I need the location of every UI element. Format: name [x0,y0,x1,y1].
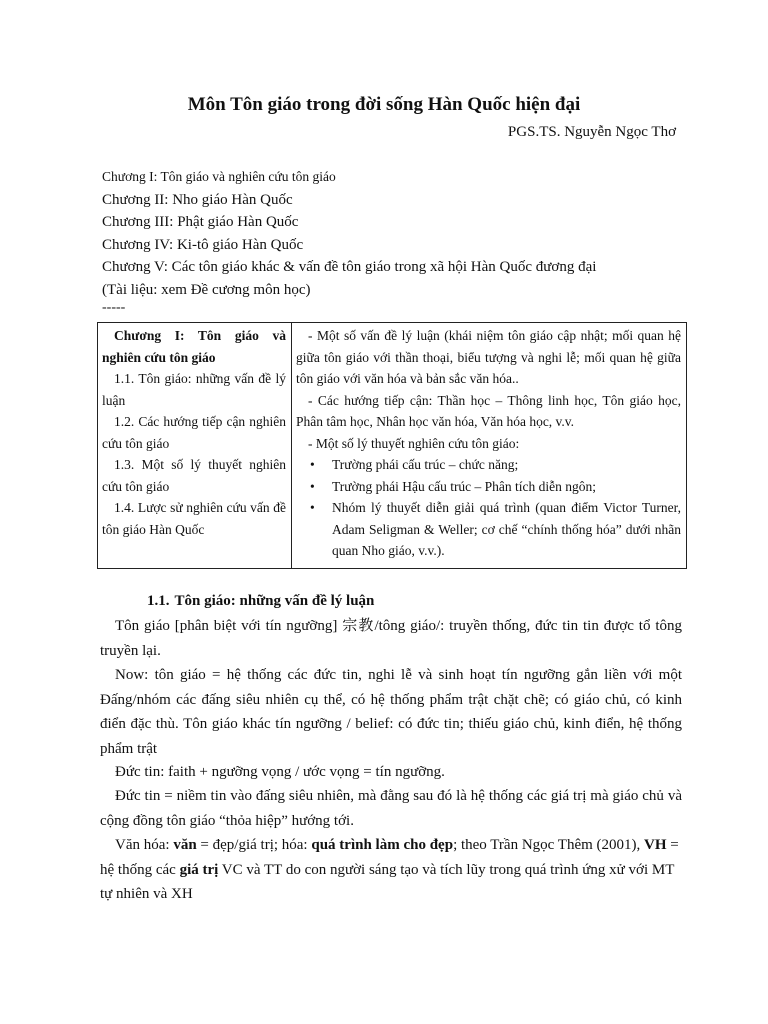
bold-term: văn [173,837,197,853]
outline-chapter-heading: Chương I: Tôn giáo và nghiên cứu tôn giáo [102,328,286,365]
text-run: Văn hóa: [115,837,174,853]
outline-right-cell [292,323,687,569]
author-line: PGS.TS. Nguyễn Ngọc Thơ [507,124,676,140]
bullet-icon: • [310,457,315,472]
text-run: = đẹp/giá trị; hóa: [196,837,312,853]
bold-term: quá trình làm cho đẹp [311,837,454,853]
chapter-item: Chương III: Phật giáo Hàn Quốc [102,214,299,230]
chapter-item: Chương V: Các tôn giáo khác & vấn đề tôn giáo trong xã hội Hàn Quốc đương đại [102,259,597,275]
chapter-item: Chương II: Nho giáo Hàn Quốc [102,191,293,208]
section-body [100,588,682,907]
materials-note: (Tài liệu: xem Đề cương môn học) [102,281,311,298]
body-paragraph: Tôn giáo [phân biệt với tín ngưỡng] 宗教/tông giáo/: truyền thống, đức tin tin được tổ tông truyền lại. [100,618,682,659]
chapter-list [102,166,596,315]
bullet-item [296,454,681,476]
section-heading [100,588,682,614]
bullet-text: Trường phái cấu trúc – chức năng; [332,457,519,472]
bold-term: giá trị [179,861,219,878]
bullet-icon: • [310,478,315,494]
outline-paragraph: - Các hướng tiếp cận: Thần học – Thông linh học, Tôn giáo học, Phân tâm học, Nhân học văn hóa, Văn hóa học, v.v. [296,392,681,429]
outline-item: 1.2. Các hướng tiếp cận nghiên cứu tôn giáo [102,414,286,451]
separator-dashes: ----- [102,300,126,315]
body-paragraph: Đức tin = niềm tin vào đấng siêu nhiên, mà đằng sau đó là hệ thống các giá trị mà giáo chủ và cộng đồng tôn giáo “thỏa hiệp” hướng tới. [100,788,682,829]
outline-item: 1.1. Tôn giáo: những vấn đề lý luận [102,371,286,408]
bullet-text: Nhóm lý thuyết diễn giải quá trình (quan điểm Victor Turner, Adam Seligman & Weller; cơ chế “chính thống hóa” dưới nhãn quan Nho giáo, v.v.). [332,500,681,558]
chapter-item: Chương I: Tôn giáo và nghiên cứu tôn giáo [102,169,336,184]
section-title: Tôn giáo: những vấn đề lý luận [174,593,375,609]
outline-paragraph: - Một số vấn đề lý luận (khái niệm tôn giáo cập nhật; mối quan hệ giữa tôn giáo với thần thoại, biểu tượng và nghi lễ; mối quan hệ giữa tôn giáo với văn hóa và bản sắc văn hóa.. [296,328,681,386]
body-paragraph: Now: tôn giáo = hệ thống các đức tin, nghi lễ và sinh hoạt tín ngưỡng gắn liền với một Đấng/nhóm các đấng siêu nhiên cụ thể, có hệ thống phẩm trật chặt chẽ; có giáo chủ, có kinh điển đặc thù. Tôn giáo khác tín ngưỡng / belief: có đức tin; thiếu giáo chủ, kinh điển, hệ thống phẩm trật [100,667,682,757]
chapter-outline-table [97,322,687,569]
bold-term: VH [644,837,667,853]
chapter-item: Chương IV: Ki-tô giáo Hàn Quốc [102,236,304,253]
body-paragraph: Đức tin: faith + ngưỡng vọng / ước vọng = tín ngưỡng. [115,764,445,780]
text-run: ; theo Trần Ngọc Thêm (2001), [453,837,645,853]
bullet-item [296,476,681,498]
document-title: Môn Tôn giáo trong đời sống Hàn Quốc hiện đại [187,94,581,115]
text-run: VC và TT do con người sáng tạo và tích lũy trong quá trình ứng xử với MT tự nhiên và XH [100,861,675,902]
text-run: = hệ thống các [100,837,679,878]
section-number: 1.1. [147,593,170,609]
outline-item: 1.3. Một số lý thuyết nghiên cứu tôn giáo [102,457,286,494]
bullet-item [296,497,681,562]
bullet-text: Trường phái Hậu cấu trúc – Phân tích diễn ngôn; [332,478,597,494]
outline-left-cell [98,323,292,569]
outline-item: 1.4. Lược sử nghiên cứu vấn đề tôn giáo Hàn Quốc [102,500,286,537]
outline-paragraph: - Một số lý thuyết nghiên cứu tôn giáo: [308,435,520,451]
body-paragraph [100,833,682,907]
bullet-icon: • [310,500,315,515]
